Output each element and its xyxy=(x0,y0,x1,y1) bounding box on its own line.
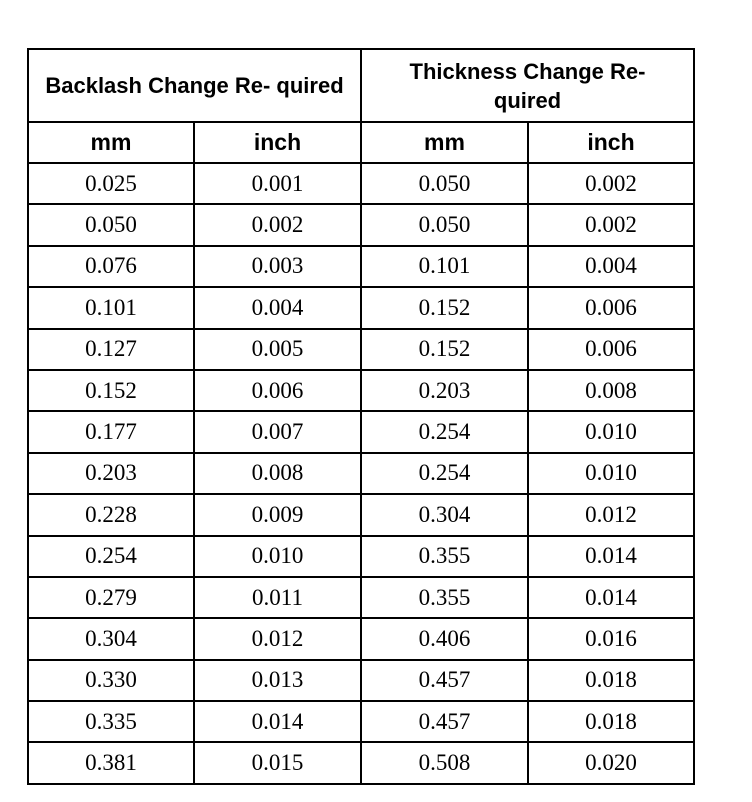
table-row xyxy=(28,660,694,701)
backlash-inch-cell: 0.014 xyxy=(194,701,361,742)
backlash-inch-cell: 0.012 xyxy=(194,618,361,659)
thickness-inch-cell: 0.012 xyxy=(528,494,694,535)
backlash-inch-cell: 0.007 xyxy=(194,411,361,452)
table-row xyxy=(28,577,694,618)
thickness-inch-header: inch xyxy=(528,122,694,163)
backlash-mm-cell: 0.228 xyxy=(28,494,194,535)
table-row xyxy=(28,287,694,328)
thickness-mm-cell: 0.101 xyxy=(361,246,528,287)
backlash-mm-cell: 0.076 xyxy=(28,246,194,287)
table-row xyxy=(28,204,694,245)
thickness-inch-cell: 0.014 xyxy=(528,577,694,618)
backlash-inch-cell: 0.005 xyxy=(194,329,361,370)
thickness-inch-cell: 0.002 xyxy=(528,204,694,245)
thickness-inch-cell: 0.014 xyxy=(528,536,694,577)
table-row xyxy=(28,701,694,742)
table-row xyxy=(28,742,694,783)
thickness-mm-cell: 0.152 xyxy=(361,329,528,370)
thickness-change-header: Thickness Change Re- quired xyxy=(361,49,694,122)
table-row xyxy=(28,536,694,577)
backlash-mm-cell: 0.152 xyxy=(28,370,194,411)
thickness-mm-cell: 0.457 xyxy=(361,701,528,742)
unit-header-row xyxy=(28,122,694,163)
table-body xyxy=(28,163,694,784)
backlash-mm-cell: 0.127 xyxy=(28,329,194,370)
backlash-mm-cell: 0.330 xyxy=(28,660,194,701)
thickness-mm-cell: 0.254 xyxy=(361,453,528,494)
thickness-mm-cell: 0.050 xyxy=(361,163,528,204)
backlash-inch-cell: 0.006 xyxy=(194,370,361,411)
backlash-mm-cell: 0.304 xyxy=(28,618,194,659)
backlash-inch-cell: 0.008 xyxy=(194,453,361,494)
thickness-inch-cell: 0.006 xyxy=(528,287,694,328)
backlash-mm-cell: 0.254 xyxy=(28,536,194,577)
group-header-row xyxy=(28,49,694,122)
table-row xyxy=(28,163,694,204)
thickness-mm-cell: 0.050 xyxy=(361,204,528,245)
thickness-inch-cell: 0.002 xyxy=(528,163,694,204)
backlash-inch-header: inch xyxy=(194,122,361,163)
backlash-inch-cell: 0.009 xyxy=(194,494,361,535)
backlash-thickness-table xyxy=(27,48,695,785)
conversion-table-container xyxy=(27,48,693,785)
backlash-inch-cell: 0.015 xyxy=(194,742,361,783)
backlash-mm-cell: 0.177 xyxy=(28,411,194,452)
table-row xyxy=(28,618,694,659)
table-row xyxy=(28,329,694,370)
thickness-inch-cell: 0.008 xyxy=(528,370,694,411)
backlash-inch-cell: 0.010 xyxy=(194,536,361,577)
backlash-mm-cell: 0.101 xyxy=(28,287,194,328)
thickness-mm-cell: 0.508 xyxy=(361,742,528,783)
thickness-inch-cell: 0.020 xyxy=(528,742,694,783)
thickness-inch-cell: 0.018 xyxy=(528,701,694,742)
thickness-mm-cell: 0.152 xyxy=(361,287,528,328)
backlash-inch-cell: 0.004 xyxy=(194,287,361,328)
backlash-mm-cell: 0.335 xyxy=(28,701,194,742)
thickness-mm-cell: 0.355 xyxy=(361,536,528,577)
backlash-mm-cell: 0.025 xyxy=(28,163,194,204)
backlash-inch-cell: 0.011 xyxy=(194,577,361,618)
backlash-mm-cell: 0.279 xyxy=(28,577,194,618)
thickness-inch-cell: 0.018 xyxy=(528,660,694,701)
thickness-mm-cell: 0.457 xyxy=(361,660,528,701)
thickness-inch-cell: 0.004 xyxy=(528,246,694,287)
backlash-inch-cell: 0.001 xyxy=(194,163,361,204)
thickness-inch-cell: 0.010 xyxy=(528,411,694,452)
backlash-mm-cell: 0.203 xyxy=(28,453,194,494)
thickness-mm-cell: 0.203 xyxy=(361,370,528,411)
thickness-mm-cell: 0.254 xyxy=(361,411,528,452)
backlash-mm-cell: 0.050 xyxy=(28,204,194,245)
backlash-inch-cell: 0.013 xyxy=(194,660,361,701)
backlash-mm-cell: 0.381 xyxy=(28,742,194,783)
backlash-inch-cell: 0.002 xyxy=(194,204,361,245)
thickness-inch-cell: 0.016 xyxy=(528,618,694,659)
thickness-mm-cell: 0.304 xyxy=(361,494,528,535)
backlash-inch-cell: 0.003 xyxy=(194,246,361,287)
table-row xyxy=(28,246,694,287)
table-row xyxy=(28,453,694,494)
thickness-mm-header: mm xyxy=(361,122,528,163)
thickness-inch-cell: 0.006 xyxy=(528,329,694,370)
backlash-change-header: Backlash Change Re- quired xyxy=(28,49,361,122)
thickness-mm-cell: 0.406 xyxy=(361,618,528,659)
table-row xyxy=(28,370,694,411)
table-row xyxy=(28,494,694,535)
backlash-mm-header: mm xyxy=(28,122,194,163)
thickness-inch-cell: 0.010 xyxy=(528,453,694,494)
thickness-mm-cell: 0.355 xyxy=(361,577,528,618)
table-row xyxy=(28,411,694,452)
